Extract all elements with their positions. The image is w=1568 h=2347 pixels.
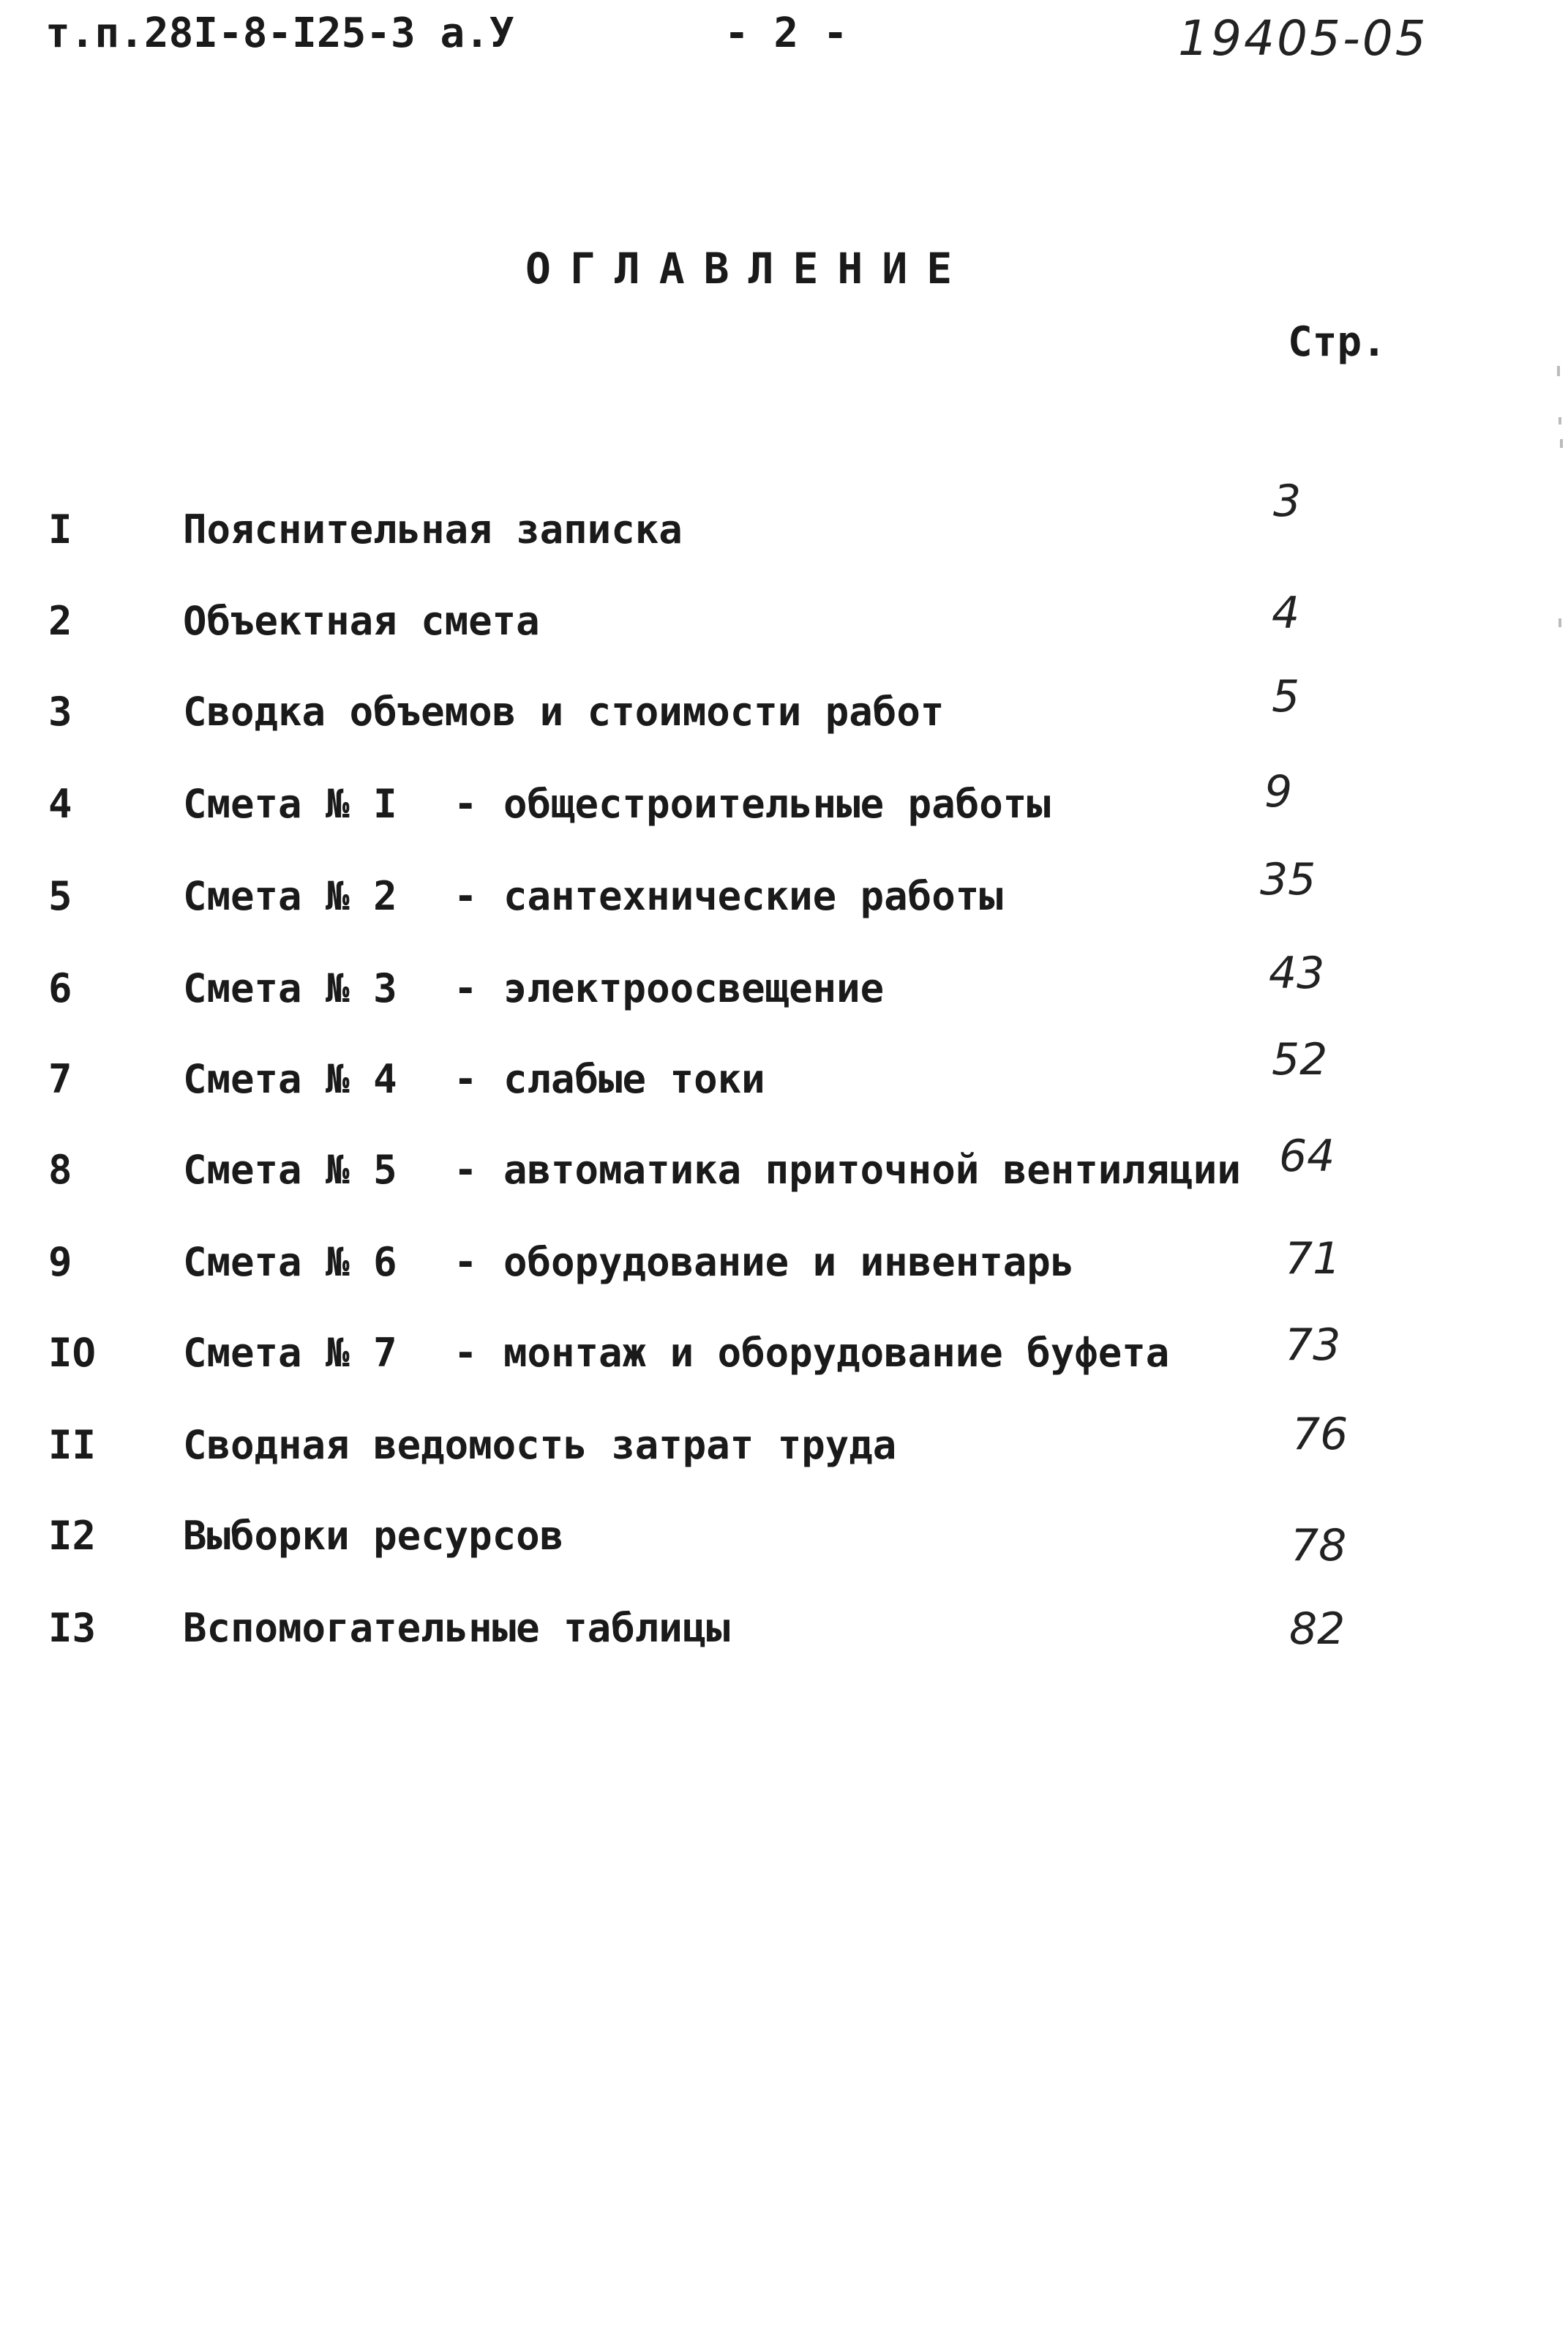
entry-number: II — [48, 1422, 97, 1468]
entry-dash: - — [454, 781, 478, 827]
entry-page: 78 — [1291, 1520, 1347, 1571]
scan-artifact — [1558, 417, 1561, 424]
entry-number: I — [48, 506, 72, 553]
page-number: - 2 - — [724, 10, 848, 57]
entry-page: 76 — [1292, 1409, 1348, 1460]
entry-page: 73 — [1285, 1320, 1341, 1371]
entry-page: 43 — [1269, 948, 1325, 999]
entry-number: 9 — [48, 1239, 72, 1285]
entry-label: Смета № 5 — [183, 1147, 397, 1193]
scan-artifact — [1560, 439, 1563, 448]
entry-page: 52 — [1272, 1034, 1328, 1085]
entry-number: 4 — [48, 781, 72, 827]
entry-number: 7 — [48, 1056, 72, 1102]
entry-number: 3 — [48, 689, 72, 735]
entry-label: Сводная ведомость затрат труда — [183, 1422, 897, 1468]
entry-number: 2 — [48, 598, 72, 644]
entry-dash: - — [454, 965, 478, 1011]
entry-page: 71 — [1285, 1233, 1341, 1284]
entry-dash: - — [454, 1147, 478, 1193]
entry-page: 5 — [1272, 671, 1300, 722]
entry-description: оборудование и инвентарь — [503, 1239, 1075, 1285]
entry-description: автоматика приточной вентиляции — [503, 1147, 1241, 1193]
entry-number: IO — [48, 1330, 97, 1376]
entry-label: Смета № 3 — [183, 965, 397, 1011]
entry-description: слабые токи — [503, 1056, 765, 1102]
entry-number: 6 — [48, 965, 72, 1011]
document-code: т.п.28I-8-I25-3 а.У — [45, 10, 514, 57]
entry-number: I2 — [48, 1513, 97, 1559]
entry-label: Смета № 6 — [183, 1239, 397, 1285]
entry-description: электроосвещение — [503, 965, 885, 1011]
page-column-header: Стр. — [1288, 318, 1387, 366]
entry-number: 8 — [48, 1147, 72, 1193]
entry-page: 4 — [1272, 588, 1300, 639]
entry-number: I3 — [48, 1605, 97, 1651]
page-title: ОГЛАВЛЕНИЕ — [525, 244, 972, 293]
entry-label: Смета № 7 — [183, 1330, 397, 1376]
entry-page: 82 — [1289, 1603, 1346, 1655]
handwritten-number: 19405-05 — [1178, 10, 1428, 67]
entry-label: Смета № 4 — [183, 1056, 397, 1102]
entry-description: общестроительные работы — [503, 781, 1051, 827]
entry-dash: - — [454, 873, 478, 919]
entry-page: 35 — [1260, 854, 1316, 905]
entry-description: монтаж и оборудование буфета — [503, 1330, 1170, 1376]
entry-page: 9 — [1264, 766, 1293, 817]
entry-number: 5 — [48, 873, 72, 919]
entry-label: Смета № 2 — [183, 873, 397, 919]
scan-artifact — [1557, 366, 1560, 376]
scan-artifact — [1558, 618, 1561, 627]
entry-page: 3 — [1273, 476, 1302, 527]
entry-label: Сводка объемов и стоимости работ — [183, 689, 945, 735]
entry-label: Пояснительная записка — [183, 506, 683, 553]
entry-label: Объектная смета — [183, 598, 540, 644]
entry-label: Вспомогательные таблицы — [183, 1605, 730, 1651]
entry-description: сантехнические работы — [503, 873, 1003, 919]
entry-dash: - — [454, 1056, 478, 1102]
entry-label: Смета № I — [183, 781, 397, 827]
entry-dash: - — [454, 1330, 478, 1376]
entry-dash: - — [454, 1239, 478, 1285]
entry-label: Выборки ресурсов — [183, 1513, 564, 1559]
entry-page: 64 — [1279, 1131, 1335, 1182]
